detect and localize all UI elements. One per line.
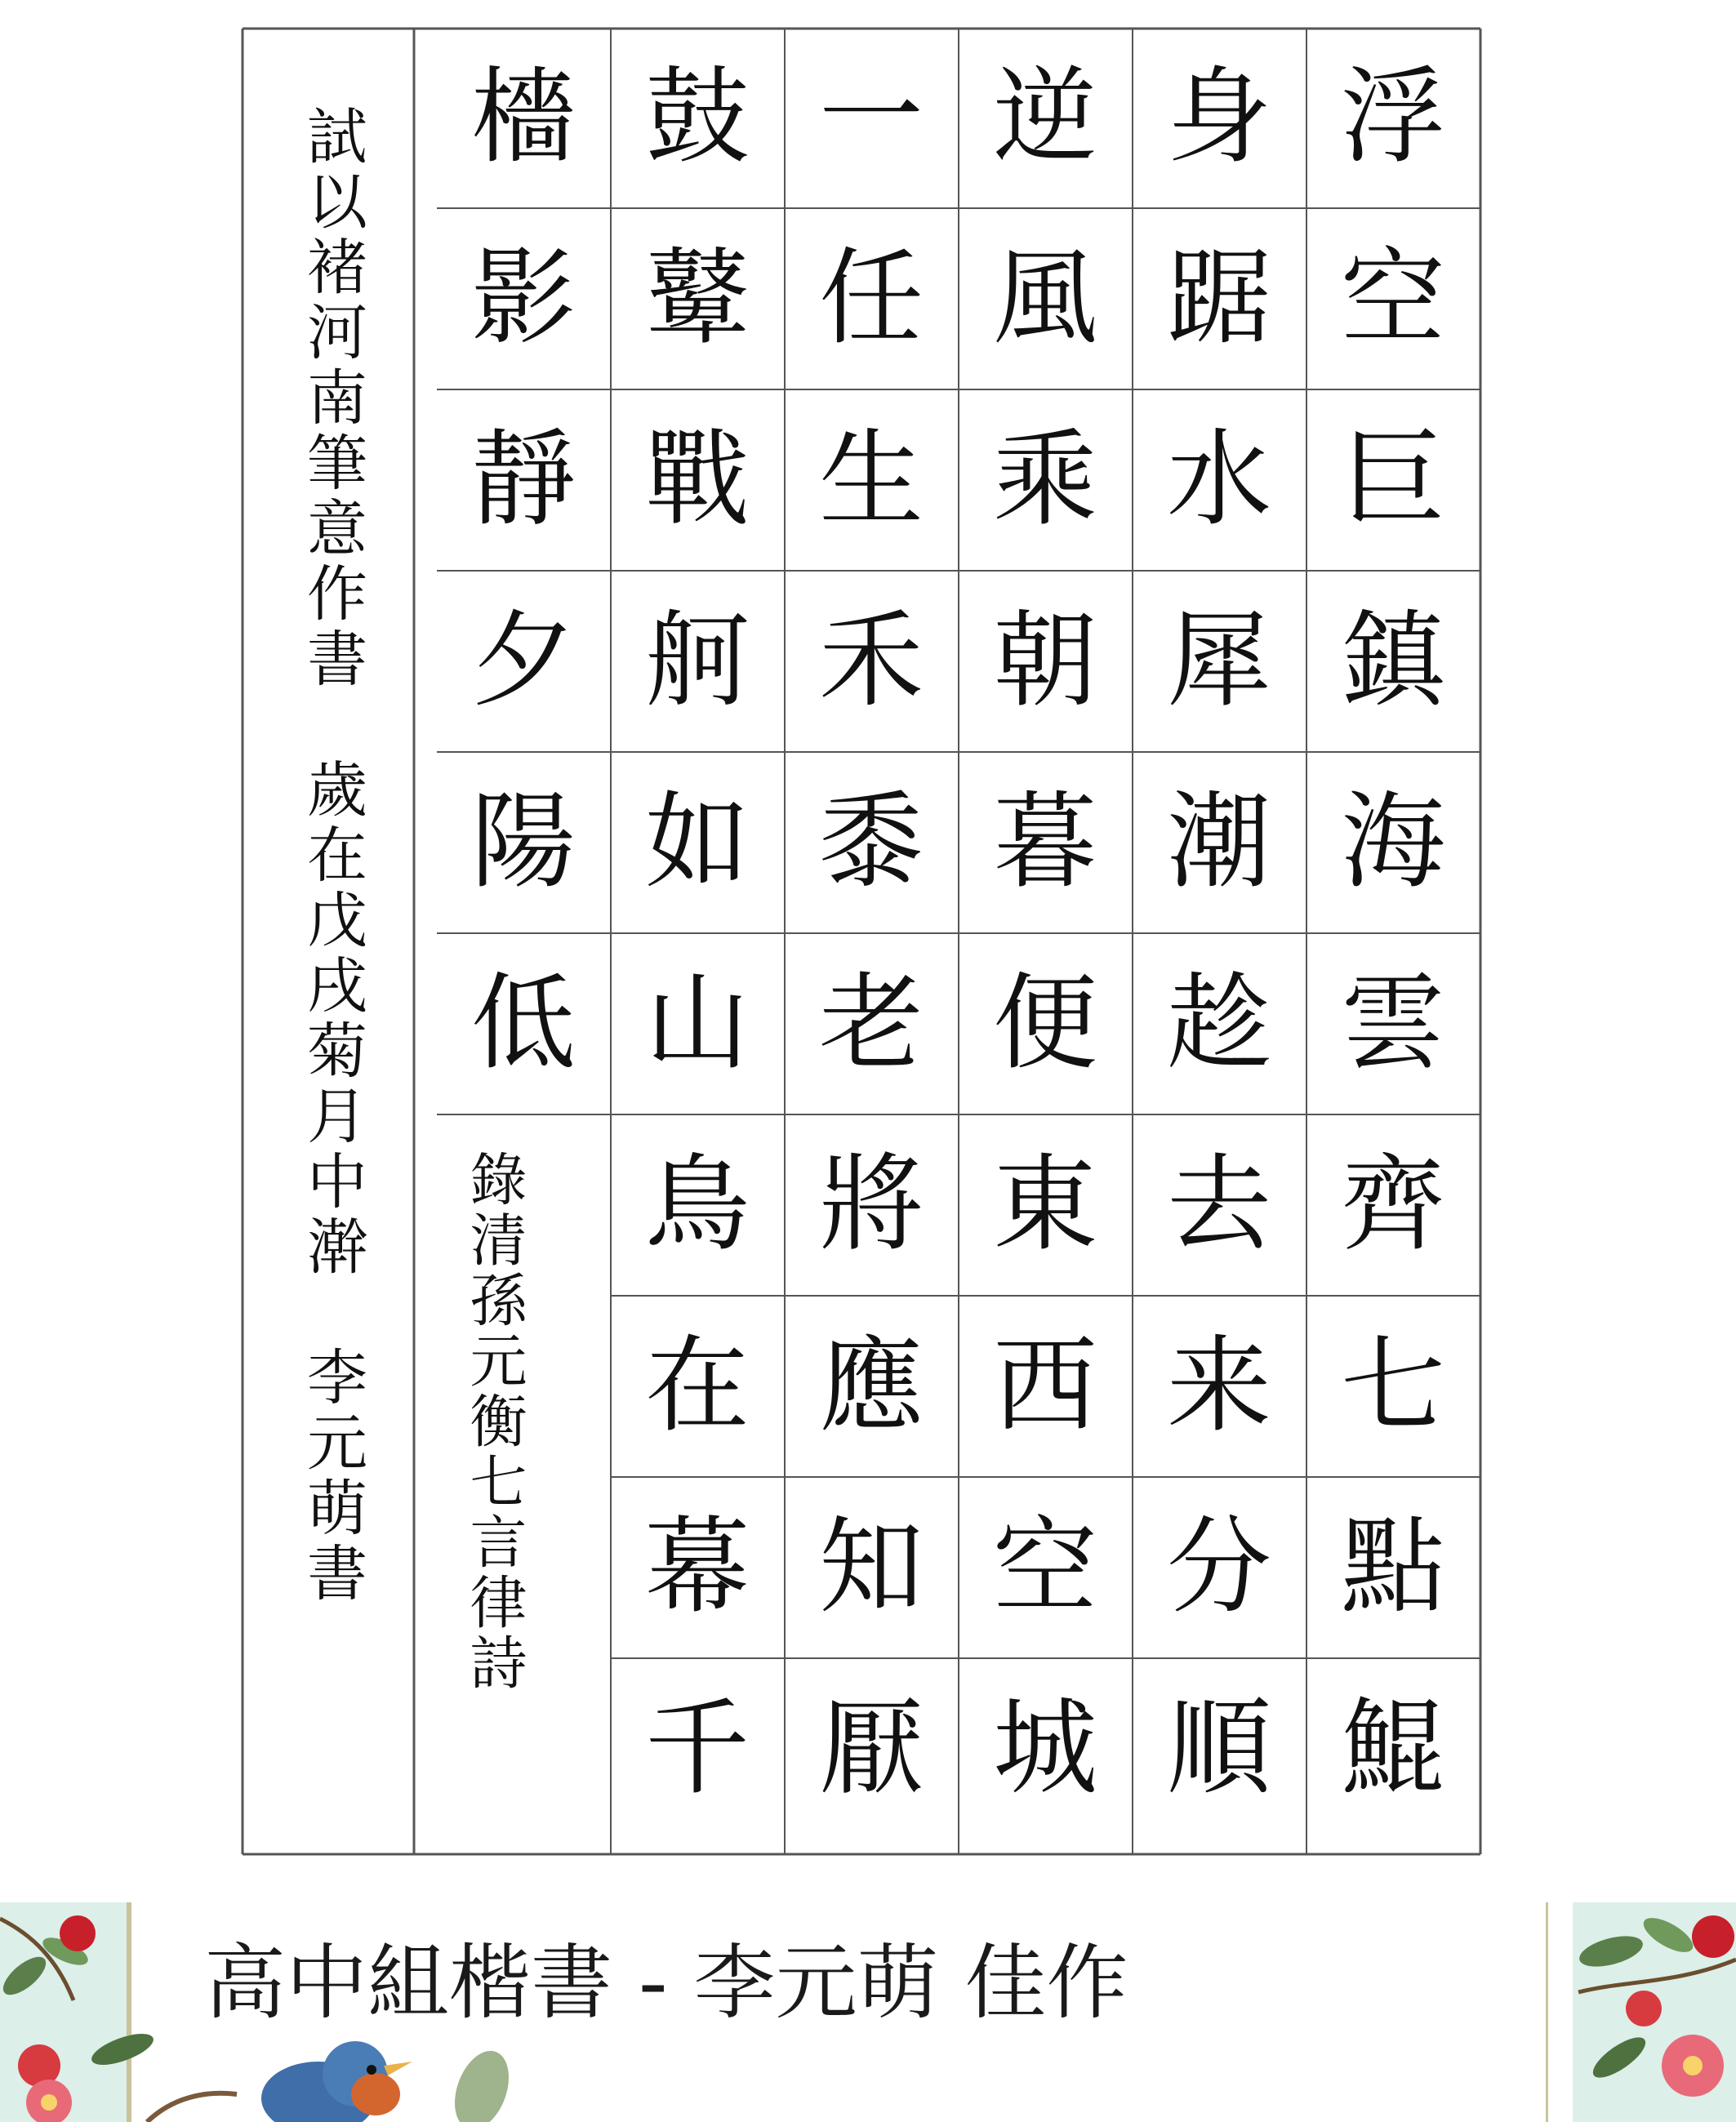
poem-character: 鳥 [644,1144,750,1266]
poem-character: 黍 [818,781,924,903]
poem-character: 應 [818,1325,924,1447]
berry-icon [1626,1991,1662,2026]
poem-character: 朝 [992,600,1097,722]
poem-character: 空 [992,1506,1097,1628]
berry-icon [1692,1915,1734,1958]
poem-character: 將 [818,1144,924,1266]
poem-character: 巨 [1340,419,1445,541]
poem-character: 千 [644,1688,750,1809]
poem-character: 潮 [1166,781,1271,903]
floral-border-right [1546,1902,1736,2122]
poem-character: 任 [818,238,924,359]
poem-character: 雲 [1340,963,1445,1084]
poem-character: 風 [992,238,1097,359]
source-note-column: 錄清孫元衡七言律詩 [461,1150,527,1693]
poem-character: 陽 [470,781,576,903]
poem-character: 低 [470,963,576,1084]
poem-character: 暮 [992,781,1097,903]
poem-character: 鼙 [644,238,750,359]
poem-character: 鯤 [1340,1688,1445,1809]
poem-character: 在 [644,1325,750,1447]
poem-character: 城 [992,1688,1097,1809]
poem-character: 便 [992,963,1097,1084]
poem-character: 東 [992,1144,1097,1266]
berry-icon [60,1915,96,1951]
poem-character: 鎮 [1340,600,1445,722]
poem-character: 舸 [644,600,750,722]
poem-character: 厭 [818,1688,924,1809]
poem-character: 来 [1166,1325,1271,1447]
poem-character: 去 [1166,1144,1271,1266]
poem-character: 點 [1340,1506,1445,1628]
poem-character: 老 [818,963,924,1084]
inscription-column: 試以褚河南筆意作書 歲在戊戌菊月中澣 李元萌書 [297,105,367,1607]
poem-character: 西 [992,1325,1097,1447]
poem-character: 浮 [1340,56,1445,178]
floral-border-left [0,1902,155,2122]
poem-character: 空 [1340,238,1445,359]
poem-character: 夕 [470,600,576,722]
poem-character: 鼓 [644,56,750,178]
calligraphy-sheet [241,27,1482,1856]
poem-character: 七 [1340,1325,1445,1447]
poem-character: 水 [1166,419,1271,541]
poem-character: 順 [1166,1688,1271,1809]
poem-character: 踞 [1166,238,1271,359]
poem-character: 分 [1166,1506,1271,1628]
poem-character: 山 [644,963,750,1084]
bird-illustration [139,2033,514,2122]
poem-character: 生 [818,419,924,541]
poem-character: 逆 [992,56,1097,178]
poem-character: 齊 [1340,1144,1445,1266]
poem-character: 影 [470,238,576,359]
poem-character: 趁 [1166,963,1271,1084]
poem-character: 犀 [1166,600,1271,722]
poem-character: 戰 [644,419,750,541]
poem-character: 一 [818,56,924,178]
poem-character: 幕 [644,1506,750,1628]
artwork-caption: 高中組楷書 - 李元萌 佳作 [204,1935,1128,2031]
poem-character: 檣 [470,56,576,178]
poem-character: 靜 [470,419,576,541]
poem-character: 海 [1340,781,1445,903]
poem-character: 知 [818,1506,924,1628]
poem-character: 禾 [818,600,924,722]
poem-character: 身 [1166,56,1271,178]
poem-character: 乘 [992,419,1097,541]
poem-character: 如 [644,781,750,903]
